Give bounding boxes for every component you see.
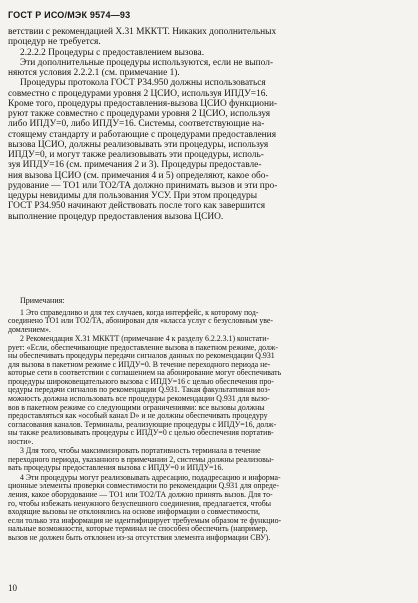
note-4: 4 Эти процедуры могут реализовывать адресацию, подадресацию и информа- ционные элементы проверки совместимости по рекомендации Q.931 для опреде- ления, какое оборудование — ТО1 или ТО2/ТА должно принять вызов. Для то- го, чтобы избежать ненужного безуспешного соединения, предлагается, чтобы входящие вызовы не отклонялись на основе информации о совместимости, если только эта информация не идентифицирует требуемым образом те функцио- нальные возможности, которые терминал не способен обеспечить (например, вызов не должен быть отклонен из-за отсутствия элемента информации СВУ). (8, 472, 282, 542)
page-number: 10 (8, 583, 17, 593)
notes-section (8, 297, 406, 542)
note-1: 1 Это справедливо и для тех случаев, когда интерфейс, к которому под- соединено ТО1 или ТО2/ТА, абонирован для «класса услуг с безусловным уве- домлением». (8, 307, 274, 334)
section-heading-2-2-2-2: 2.2.2.2 Процедуры с предоставлением вызова. (20, 47, 205, 58)
page-header: ГОСТ Р ИСО/МЭК 9574—93 (8, 10, 131, 20)
note-2: 2 Рекомендация Х.31 МККТТ (примечание 4 к разделу 6.2.2.3.1) констати- рует: «Если, обеспечивающие предоставление вызова в пакетном режиме, долж- ны обеспечивать процедуры передачи сигналов данных по рекомендации Q.931 для вызова в пакетном режиме с ИПДУ=0. В течение переходного периода не- которые сети в соответствии с соглашением на абонирование могут обеспечивать процедуры широковещательного вызова с ИПДУ=16 с целью обеспечения про- цедуры передачи сигналов по рекомендации Q.931. Такая факультативная воз- можность должна использовать все процедуры рекомендации Q.931 для вызо- вов в пакетном режиме со следующими ограничениями: все вызовы должны предоставляться как «особый канал D» и не должны обеспечивать процедуру согласования каналов. Терминалы, реализующие процедуры с ИПДУ=16, долж- ны также реализовывать процедуры с ИПДУ=0 с целью обеспечения портатив- ности». (8, 334, 282, 446)
paragraph-protocol-procedures: Процедуры протокола ГОСТ Р34.950 должны использоваться совместно с процедурами уровня 2 ЦСИО, используя ИПДУ=16. Кроме того, процедуры предоставления-вызова ЦСИО функциони- руют также совместно с процедурами уровня 2 ЦСИО, используя либо ИПДУ=0, либо ИПДУ=16. Системы, соответствующие на- стоящему стандарту и работающие с процедурами предоставления вызова ЦСИО, должны реализовывать эти процедуры, используя ИПДУ=0, и могут также реализовывать эти процедуры, исполь- зуя ИПДУ=16 (см. примечания 2 и 3). Процедуры предоставле- ния вызова ЦСИО (см. примечания 4 и 5) определяют, какое обо- рудование — ТО1 или ТО2/ТА должно принимать вызов и эти про- цедуры невидимы для пользования УСУ. При этом процедуры ГОСТ Р34.950 начинают действовать после того как завершится выполнение процедур предоставления вызова ЦСИО. (8, 78, 278, 222)
main-text (8, 27, 406, 222)
paragraph-additional-procedures: Эти дополнительные процедуры используются, если не выпол- няются условия 2.2.2.1 (см. примечание 1). (8, 57, 274, 78)
note-3: 3 Для того, чтобы максимизировать портативность терминала в течение переходного периода, указанного в примечании 2, системы должны реализовы- вать процедуры предоставления вызова с ИПДУ=0 и ИПДУ=16. (8, 446, 274, 473)
paragraph-continuation: ветствии с рекомендацией Х.31 МККТТ. Никаких дополнительных процедур не требуется. (8, 27, 277, 48)
notes-title: Примечания: (20, 296, 65, 305)
